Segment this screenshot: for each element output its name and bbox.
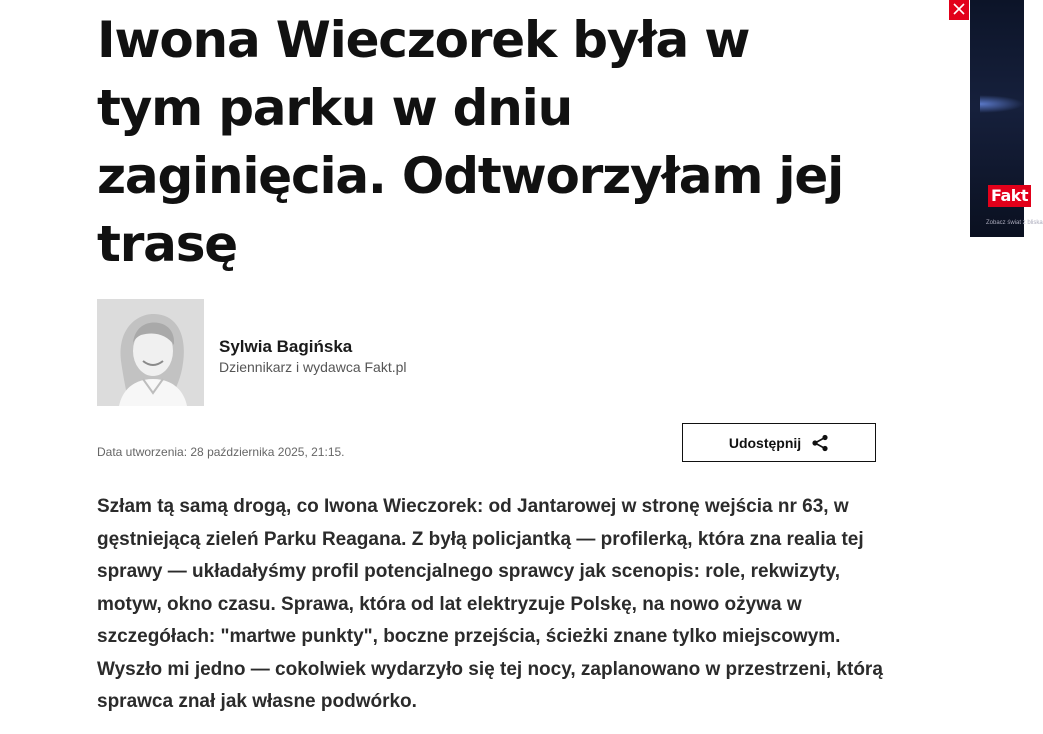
share-button[interactable]: [682, 423, 876, 462]
close-icon: [953, 3, 965, 18]
share-icon: [811, 434, 829, 452]
article-lead: Szłam tą samą drogą, co Iwona Wieczorek: od Jantarowej w stronę wejścia nr 63, w gęstniejącą zieleń Parku Reagana. Z byłą policjantką — profilerką, która zna realia tej sprawy — układałyśmy profil potencjalnego sprawcy jak scenopis: role, rekwizyty, motyw, okno czasu. Sprawa, która od lat elektryzuje Polskę, na nowo ożywa w szczegółach: "martwe punkty", boczne przejścia, ścieżki znane tylko miejscowym. Wyszło mi jedno — cokolwiek wydarzyło się tej nocy, zaplanowano w przestrzeni, którą sprawca znał jak własne podwórko.: [97, 496, 883, 712]
article-headline: Iwona Wieczorek była w tym parku w dniu zaginięcia. Odtworzyłam jej trasę: [97, 11, 844, 273]
ad-banner[interactable]: [970, 0, 1043, 237]
author-name[interactable]: Sylwia Bagińska: [219, 337, 353, 356]
share-button-label: Udostępnij: [728, 434, 802, 451]
ad-background-light: [980, 95, 1024, 113]
ad-tagline: Zobacz świat z bliska: [986, 220, 1043, 226]
publication-date: Data utworzenia: 28 października 2025, 21:15.: [97, 445, 345, 459]
ad-logo: Fakt: [988, 185, 1031, 207]
ad-close-button[interactable]: [949, 0, 969, 20]
author-avatar[interactable]: [97, 299, 204, 406]
author-role: Dziennikarz i wydawca Fakt.pl: [219, 359, 407, 375]
